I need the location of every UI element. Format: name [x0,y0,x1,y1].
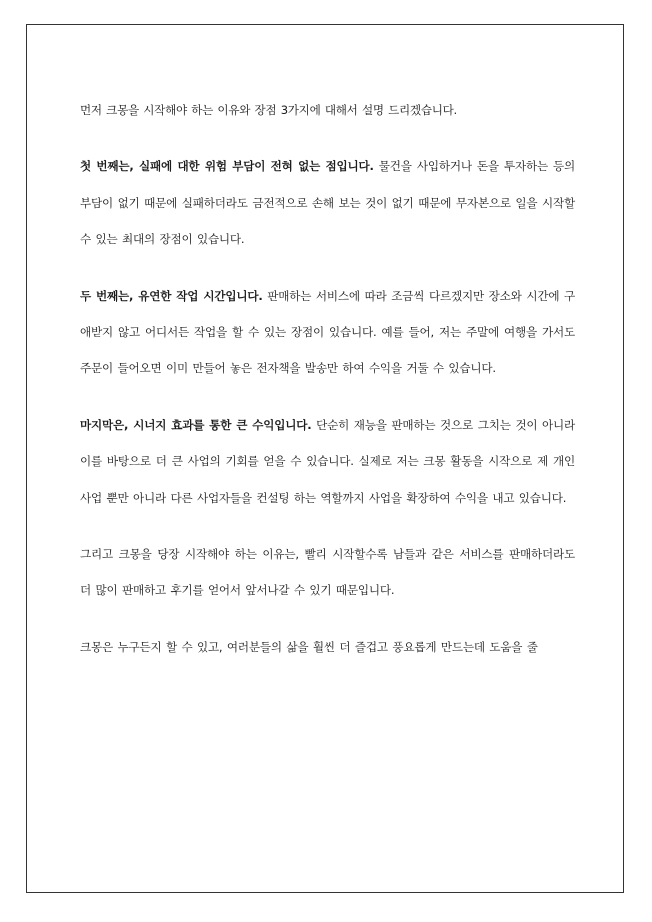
point-1-body: 물건을 사입하거나 돈을 투자하는 등의 부담이 없기 때문에 실패하더라도 금전적으로 손해 보는 것이 없기 때문에 무자본으로 일을 시작할 수 있는 최대의 장점이 있습니다. [80,159,576,247]
urgency-paragraph: 그리고 크몽을 당장 시작해야 하는 이유는, 빨리 시작할수록 남들과 같은 서비스를 판매하더라도 더 많이 판매하고 후기를 얻어서 앞서나갈 수 있기 때문입니다. [80,547,575,598]
point-3-paragraph [80,407,575,516]
intro-paragraph: 먼저 크몽을 시작해야 하는 이유와 장점 3가지에 대해서 설명 드리겠습니다. [80,103,457,117]
point-2-paragraph [80,278,575,387]
closing-paragraph: 크몽은 누구든지 할 수 있고, 여러분들의 삶을 훨씬 더 즐겁고 풍요롭게 만드는데 도움을 줄 [80,639,538,654]
point-3-heading: 마지막은, 시너지 효과를 통한 큰 수익입니다. [80,417,312,432]
point-2-body: 판매하는 서비스에 따라 조금씩 다르겠지만 장소와 시간에 구애받지 않고 어디서든 작업을 할 수 있는 장점이 있습니다. 예를 들어, 저는 주말에 여행을 가서도 주문이 들어오면 이미 만들어 놓은 전자책을 발송만 하여 수익을 거둘 수 있습니다. [80,288,576,376]
point-1-heading: 첫 번째는, 실패에 대한 위험 부담이 전혀 없는 점입니다. [80,159,374,174]
document-body [80,92,575,665]
point-3-body: 단순히 재능을 판매하는 것으로 그치는 것이 아니라 이를 바탕으로 더 큰 사업의 기회를 얻을 수 있습니다. 실제로 저는 크몽 활동을 시작으로 제 개인 사업 뿐만 아니라 다른 사업자들을 컨설팅 하는 역할까지 사업을 확장하여 수익을 내고 있습니다. [80,417,576,505]
point-1-paragraph [80,148,575,257]
point-2-heading: 두 번째는, 유연한 작업 시간입니다. [80,288,263,303]
